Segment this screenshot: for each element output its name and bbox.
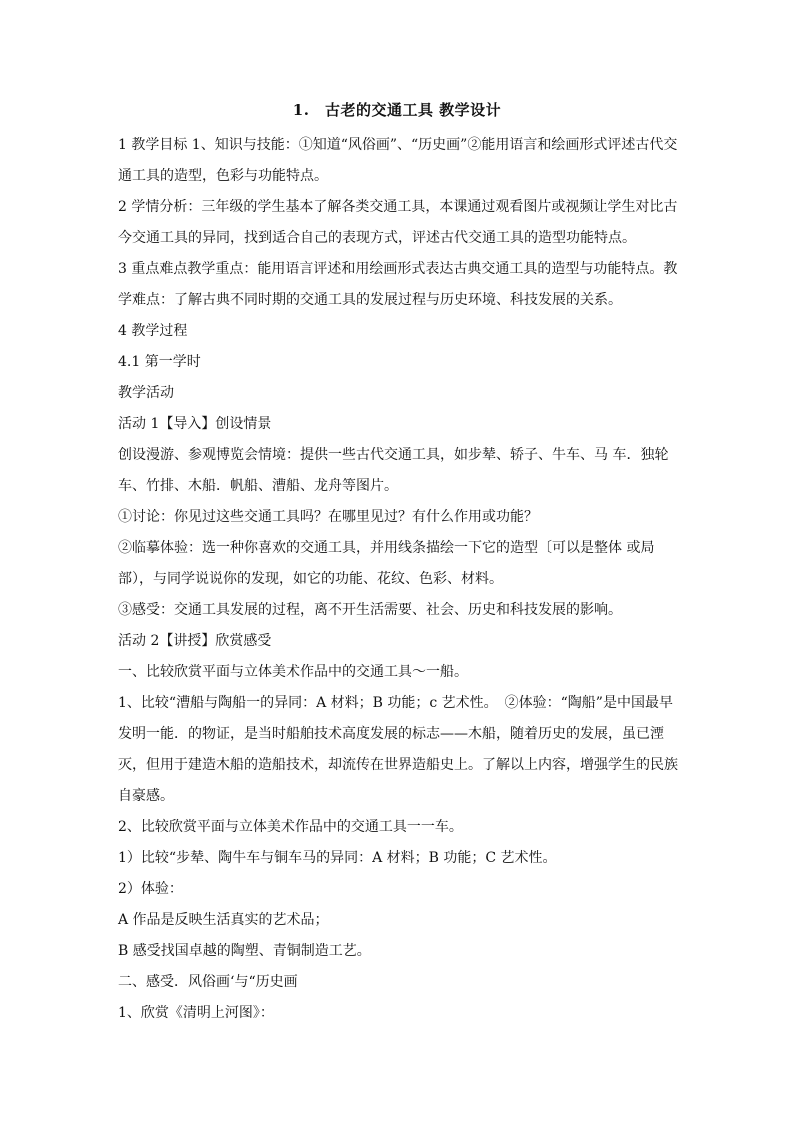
paragraph-discussion: ①讨论：你见过这些交通工具吗？在哪里见过？有什么作用或功能？: [118, 509, 538, 525]
heading-activity-2: 活动 2【讲授】欣赏感受: [118, 633, 272, 649]
paragraph-experience: 2）体验：: [118, 881, 183, 897]
paragraph-cart-comparison: 1）比较“步辇、陶牛车与铜车马的异同：A 材料；B 功能；C 艺术性。: [118, 850, 557, 866]
heading-teaching-activities: 教学活动: [118, 385, 174, 401]
paragraph-point-b: B 感受找国卓越的陶塑、青铜制造工艺。: [118, 943, 371, 959]
heading-first-lesson: 4.1 第一学时: [118, 354, 201, 370]
paragraph-key-points: 3 重点难点教学重点：能用语言评述和用绘画形式表达古典交通工具的造型与功能特点。教学难点：了解古典不同时期的交通工具的发展过程与历史环境、科技发展的关系。: [118, 261, 678, 308]
heading-activity-1: 活动 1【导入】创设情景: [118, 416, 272, 432]
paragraph-scenario: 创设漫游、参观博览会情境：提供一些古代交通工具，如步辇、轿子、牛车、马 车．独轮车、竹排、木船．帆船、漕船、龙舟等图片。: [118, 447, 669, 494]
section-genre-paintings: 二、感受．风俗画‘与“历史画: [118, 974, 298, 990]
paragraph-point-a: A 作品是反映生活真实的艺术品；: [118, 912, 329, 928]
paragraph-feeling: ③感受：交通工具发展的过程，离不开生活需要、社会、历史和科技发展的影响。: [118, 602, 622, 618]
paragraph-boat-comparison: 1、比较“漕船与陶船一的异同：A 材料；B 功能；c 艺术性。 ②体验：“陶船”是中国最早发明一能．的物证，是当时船舶技术高度发展的标志——木船，随着历史的发展，虽已湮灭，但用于建造木船的造船技术，却流传在世界造船史上。了解以上内容，增强学生的民族自豪感。: [118, 695, 678, 804]
paragraph-qingming: 1、欣赏《清明上河图》：: [118, 1005, 274, 1021]
section-compare-boats: 一、比较欣赏平面与立体美术作品中的交通工具～一船。: [118, 664, 468, 680]
paragraph-teaching-goals: 1 教学目标 1、知识与技能：①知道“风俗画”、“历史画”②能用语言和绘画形式评述古代交通工具的造型，色彩与功能特点。: [118, 137, 678, 184]
document-body: [118, 130, 678, 1029]
heading-teaching-process: 4 教学过程: [118, 323, 188, 339]
paragraph-copy-practice: ②临摹体验：选一种你喜欢的交通工具，并用线条描绘一下它的造型〔可以是整体 或局部），与同学说说你的发现，如它的功能、花纹、色彩、材料。: [118, 540, 655, 587]
paragraph-learner-analysis: 2 学情分析：三年级的学生基本了解各类交通工具，本课通过观看图片或视频让学生对比古今交通工具的异同，找到适合自己的表现方式，评述古代交通工具的造型功能特点。: [118, 199, 678, 246]
document-title: 1. 古老的交通工具 教学设计: [292, 101, 502, 119]
section-compare-carts: 2、比较欣赏平面与立体美术作品中的交通工具一一车。: [118, 819, 463, 835]
